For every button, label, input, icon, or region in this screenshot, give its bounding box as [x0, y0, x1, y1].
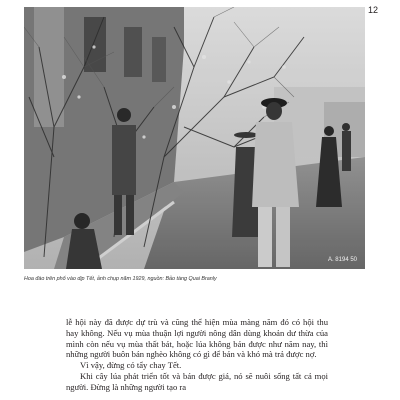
body-text — [66, 317, 328, 393]
paragraph: Vì vậy, đừng có tẩy chay Tết. — [80, 360, 182, 371]
paragraph: lễ hội này đã được dự trù và cũng thể hiện mùa màng năm đó có hội thu hay không. Nếu vụ mùa thuận lợi người nông dân dùng khoản dư thừa của mình còn nếu vụ mùa thất bát, hoặc lúa không bán được như năm nay, thì những người buôn bán nghèo không có gì để bán và khó mà trả được nợ. — [66, 317, 328, 360]
page-number: 12 — [367, 5, 378, 15]
photo-caption: Hoa đào trên phố vào dịp Tết, ảnh chụp năm 1929, nguồn: Bảo tàng Quai Branly — [24, 276, 217, 282]
historical-photo — [24, 7, 365, 269]
paragraph: Khi cây lúa phát triển tốt và bán được giá, nó sẽ nuôi sống tất cả mọi người. Đừng là những người tạo ra — [66, 370, 328, 392]
street-scene-illustration — [24, 7, 365, 269]
photo-archive-code: A. 8194 50 — [327, 257, 357, 263]
